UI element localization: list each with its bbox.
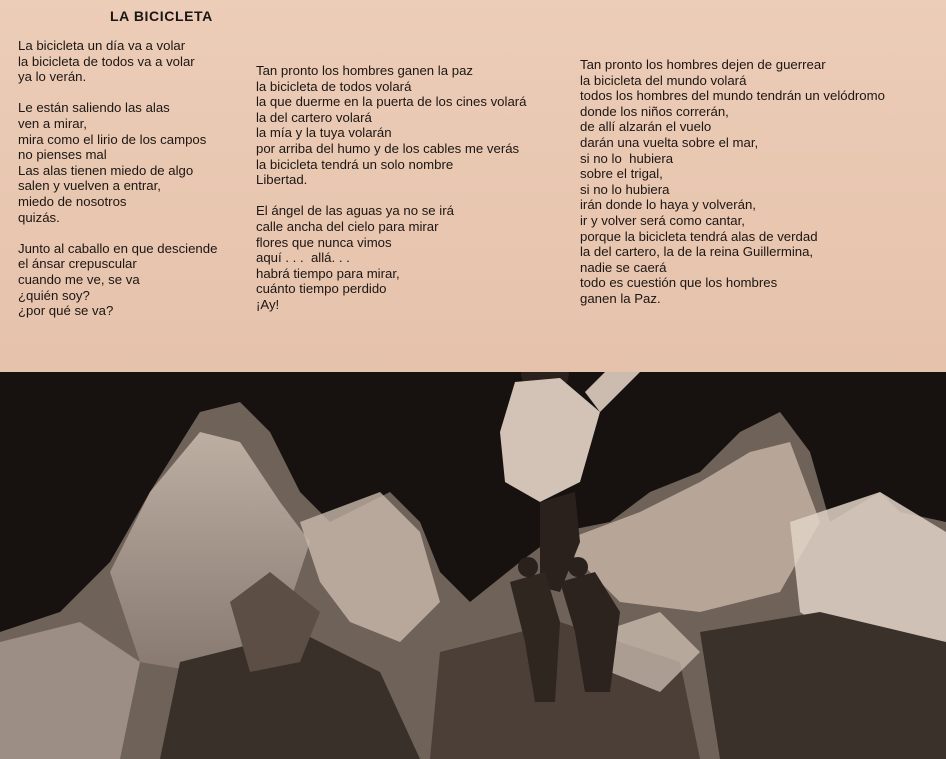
poem-line: todos los hombres del mundo tendrán un velódromo xyxy=(580,88,885,104)
poem-line: quizás. xyxy=(18,209,60,225)
poem-line: la que duerme en la puerta de los cines volará xyxy=(256,94,527,110)
poem-line: irán donde lo haya y volverán, xyxy=(580,197,756,213)
poem-line: la bicicleta de todos va a volar xyxy=(18,53,195,69)
poem-line: ir y volver será como cantar, xyxy=(580,212,745,228)
poem-stanza xyxy=(18,241,217,319)
poem-line: no pienses mal xyxy=(18,147,107,163)
poem-line: nadie se caerá xyxy=(580,259,667,275)
poem-line: ¿quién soy? xyxy=(18,287,90,303)
poem-line: donde los niños correrán, xyxy=(580,103,729,119)
poem-line: la bicicleta del mundo volará xyxy=(580,72,747,88)
poem-title: LA BICICLETA xyxy=(110,8,213,24)
poem-stanza xyxy=(256,203,527,312)
poem-column-1 xyxy=(18,38,217,334)
poem-line: miedo de nosotros xyxy=(18,193,127,209)
poem-line: el ánsar crepuscular xyxy=(18,256,137,272)
photo-illustration xyxy=(0,372,946,759)
poem-line: salen y vuelven a entrar, xyxy=(18,178,161,194)
poem-line: si no lo hubiera xyxy=(580,181,670,197)
poem-line: todo es cuestión que los hombres xyxy=(580,275,778,291)
poem-column-3 xyxy=(580,57,885,322)
poem-line: Tan pronto los hombres ganen la paz xyxy=(256,63,473,78)
poem-line: La bicicleta un día va a volar xyxy=(18,38,186,53)
poem-line: Libertad. xyxy=(256,172,308,188)
poem-line: ven a mirar, xyxy=(18,115,87,131)
poem-stanza xyxy=(256,63,527,188)
poem-line: la del cartero, la de la reina Guillermina, xyxy=(580,244,814,260)
poem-line: ganen la Paz. xyxy=(580,290,661,306)
poem-stanza xyxy=(18,38,217,85)
poem-line: ¿por qué se va? xyxy=(18,303,114,319)
poem-line: si no lo hubiera xyxy=(580,150,674,166)
poem-line: Las alas tienen miedo de algo xyxy=(18,162,194,178)
poem-stanza xyxy=(580,57,885,307)
poem-line: cuánto tiempo perdido xyxy=(256,281,387,297)
rubble-photograph xyxy=(0,372,946,759)
poem-line: la mía y la tuya volarán xyxy=(256,125,392,141)
poem-line: la bicicleta de todos volará xyxy=(256,78,412,94)
poem-line: habrá tiempo para mirar, xyxy=(256,265,400,281)
poem-line: mira como el lirio de los campos xyxy=(18,131,207,147)
poem-line: El ángel de las aguas ya no se irá xyxy=(256,203,454,219)
poem-line: ya lo verán. xyxy=(18,69,87,85)
poem-line: la bicicleta tendrá un solo nombre xyxy=(256,156,454,172)
poem-line: de allí alzarán el vuelo xyxy=(580,119,712,135)
poem-line: ¡Ay! xyxy=(256,296,280,312)
poem-line: Junto al caballo en que desciende xyxy=(18,240,218,256)
poem-line: Tan pronto los hombres dejen de guerrear xyxy=(580,57,826,72)
poem-line: darán una vuelta sobre el mar, xyxy=(580,134,759,150)
poem-line: sobre el trigal, xyxy=(580,166,663,182)
poem-column-2 xyxy=(256,63,527,328)
poem-line: la del cartero volará xyxy=(256,109,372,125)
poem-line: calle ancha del cielo para mirar xyxy=(256,218,439,234)
poem-line: cuando me ve, se va xyxy=(18,271,140,287)
poem-line: flores que nunca vimos xyxy=(256,234,392,250)
poem-stanza xyxy=(18,100,217,225)
poem-line: por arriba del humo y de los cables me verás xyxy=(256,140,520,156)
poem-line: porque la bicicleta tendrá alas de verdad xyxy=(580,228,818,244)
poem-line: aquí . . . allá. . . xyxy=(256,250,350,266)
poem-line: Le están saliendo las alas xyxy=(18,100,170,116)
